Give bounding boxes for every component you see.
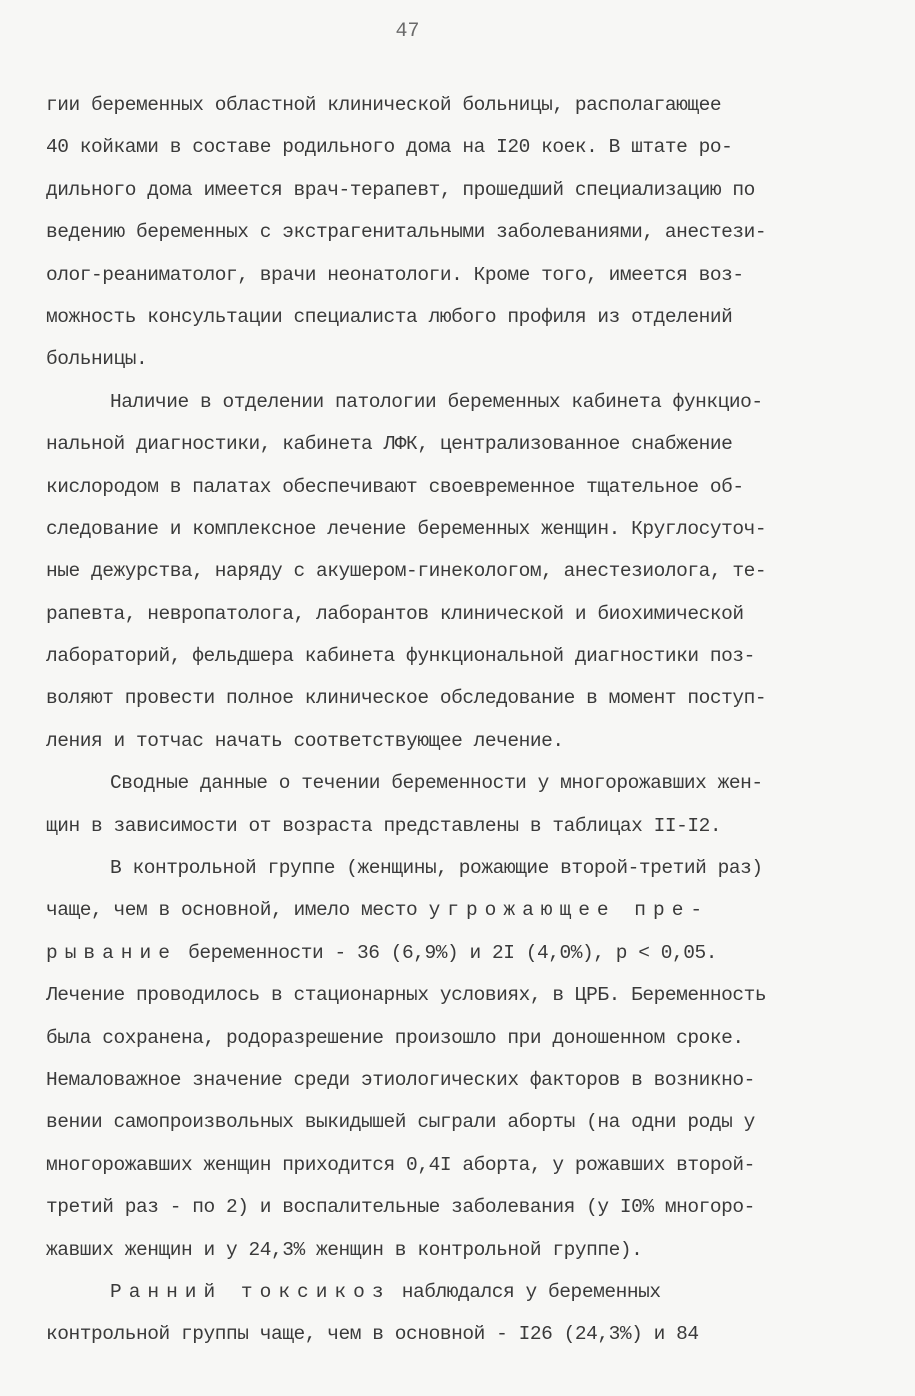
text-segment: контрольной группы чаще, чем в основной - I26 (24,3%) и 84 [46,1323,699,1346]
text-segment: следование и комплексное лечение беременных женщин. Круглосуточ- [46,517,767,540]
text-line [46,1271,876,1313]
emphasized-term: Ранний токсикоз [110,1280,391,1303]
text-line [46,211,876,253]
text-segment: Наличие в отделении патологии беременных кабинета функцио- [110,390,763,413]
text-segment: В контрольной группе (женщины, рожающие второй-третий раз) [110,857,763,880]
text-segment: беременности - 36 (6,9%) и 2I (4,0%), p < 0,05. [176,941,718,964]
text-line [46,84,876,126]
text-line [46,1229,876,1271]
text-line [46,1059,876,1101]
text-segment: ные дежурства, наряду с акушером-гинекологом, анестезиолога, те- [46,560,767,583]
text-segment: лабораторий, фельдшера кабинета функциональной диагностики поз- [46,645,755,668]
text-segment: можность консультации специалиста любого профиля из отделений [46,305,733,328]
text-segment: жавших женщин и у 24,3% женщин в контрольной группе). [46,1238,643,1261]
text-line [46,296,876,338]
body-text [46,84,876,1356]
text-line [46,254,876,296]
text-line [46,762,876,804]
text-line [46,423,876,465]
text-segment: Сводные данные о течении беременности у многорожавших жен- [110,772,763,795]
text-line [46,338,876,380]
text-line [46,381,876,423]
text-segment: нальной диагностики, кабинета ЛФК, централизованное снабжение [46,433,733,456]
text-segment: многорожавших женщин приходится 0,4I аборта, у рожавших второй- [46,1153,755,1176]
text-segment: Лечение проводилось в стационарных условиях, в ЦРБ. Беременность [46,984,767,1007]
text-segment: гии беременных областной клинической больницы, располагающее [46,94,722,116]
text-segment: воляют провести полное клиническое обследование в момент поступ- [46,687,767,710]
text-line [46,1017,876,1059]
text-line [46,1313,876,1355]
text-segment: наблюдался у беременных [390,1280,661,1303]
text-line [46,169,876,211]
text-line [46,805,876,847]
text-line [46,974,876,1016]
text-segment: третий раз - по 2) и воспалительные заболевания (у I0% многоро- [46,1196,755,1219]
text-line [46,889,876,931]
text-line [46,508,876,550]
text-line [46,1144,876,1186]
text-segment: дильного дома имеется врач-терапевт, прошедший специализацию по [46,178,755,201]
text-segment: олог-реаниматолог, врачи неонатологи. Кроме того, имеется воз- [46,263,744,286]
text-segment: рапевта, невропатолога, лаборантов клинической и биохимической [46,602,744,625]
emphasized-term: угрожающее пре- [428,899,710,922]
text-line [46,847,876,889]
text-segment: больницы. [46,348,148,371]
text-segment: ведению беременных с экстрагенитальными заболеваниями, анестези- [46,221,767,244]
text-line [46,677,876,719]
text-segment: Немаловажное значение среди этиологических факторов в возникно- [46,1068,755,1091]
text-line [46,126,876,168]
text-line [46,593,876,635]
text-line [46,635,876,677]
text-line [46,720,876,762]
text-line [46,932,876,974]
text-line [46,550,876,592]
page-number: 47 [395,20,420,43]
text-line [46,1186,876,1228]
emphasized-term: рывание [46,941,177,964]
text-segment: кислородом в палатах обеспечивают своевременное тщательное об- [46,475,744,498]
text-segment: щин в зависимости от возраста представлены в таблицах II-I2. [46,814,722,837]
text-segment: чаще, чем в основной, имело место [46,899,429,922]
text-segment: вении самопроизвольных выкидышей сыграли аборты (на одни роды у [46,1111,755,1134]
text-line [46,466,876,508]
text-line [46,1101,876,1143]
text-segment: была сохранена, родоразрешение произошло при доношенном сроке. [46,1026,744,1049]
text-segment: ления и тотчас начать соответствующее лечение. [46,729,564,752]
text-segment: 40 койками в составе родильного дома на I20 коек. В штате ро- [46,136,733,159]
